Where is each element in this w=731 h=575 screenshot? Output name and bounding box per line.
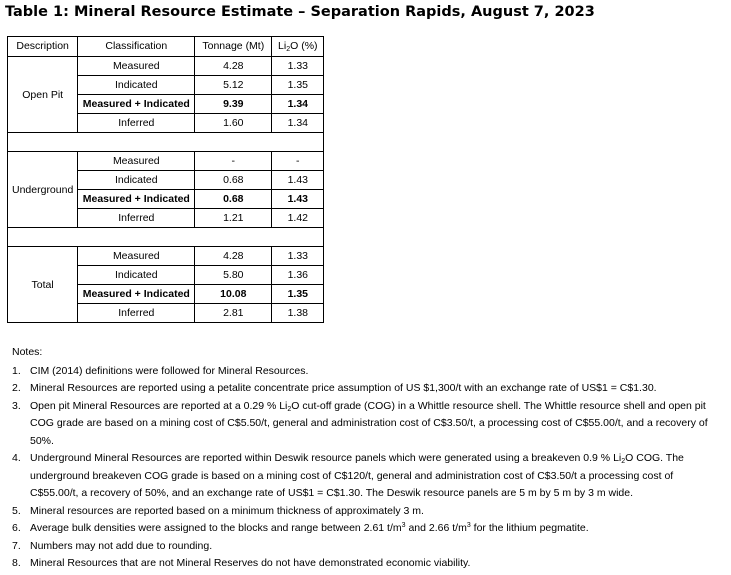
tonnage-cell: 1.60 (195, 114, 272, 133)
table-row (8, 247, 324, 266)
note-number: 7. (12, 539, 21, 552)
note-text: Mineral Resources are reported using a petalite concentrate price assumption of US $1,300/t with an exchange rate of US$1 = C$1.30. (30, 382, 657, 394)
tonnage-cell: 1.21 (195, 209, 272, 228)
tonnage-cell: 5.80 (195, 266, 272, 285)
notes-header: Notes: (12, 346, 43, 358)
grade-cell: 1.36 (272, 266, 324, 285)
group-label: Total (8, 247, 78, 323)
note-item (12, 555, 724, 573)
tonnage-cell: 0.68 (195, 190, 272, 209)
note-text: Underground Mineral Resources are reported within Deswik resource panels which were generated using a breakeven 0.9 % $Li_2O$ COG. The underground breakeven COG grade is based on a mining cost of C$120/t, general and administration cost of C$3.50/t a processing cost of C$55.00/t, a recovery of 50%, and an exchange rate of US$1 = C$1.30. The Deswik resource panels are 5 m by 5 m by 3 m wide. (30, 452, 684, 499)
tonnage-cell: 10.08 (195, 285, 272, 304)
tonnage-cell: 9.39 (195, 95, 272, 114)
grade-cell: 1.35 (272, 76, 324, 95)
spacer-cell (8, 228, 324, 247)
header-row (8, 37, 324, 57)
classification-cell: Inferred (78, 304, 195, 323)
classification-cell: Indicated (78, 76, 195, 95)
note-number: 3. (12, 399, 21, 412)
note-item (12, 363, 724, 381)
table-title: Table 1: Mineral Resource Estimate – Separation Rapids, August 7, 2023 (5, 4, 595, 20)
note-item (12, 398, 724, 451)
notes-section (12, 344, 724, 573)
header-classification: Classification (78, 37, 195, 57)
spacer-row (8, 228, 324, 247)
classification-cell: Measured (78, 57, 195, 76)
classification-cell: Inferred (78, 209, 195, 228)
table-row (8, 57, 324, 76)
note-item (12, 503, 724, 521)
spacer-row (8, 133, 324, 152)
group-label: Underground (8, 152, 78, 228)
classification-cell: Indicated (78, 171, 195, 190)
mineral-resource-table (7, 36, 324, 323)
tonnage-cell: 4.28 (195, 57, 272, 76)
spacer-cell (8, 133, 324, 152)
note-text: Numbers may not add due to rounding. (30, 539, 213, 552)
classification-cell: Measured + Indicated (78, 190, 195, 209)
tonnage-cell: 0.68 (195, 171, 272, 190)
note-number: 6. (12, 522, 21, 534)
group-label: Open Pit (8, 57, 78, 133)
tonnage-cell: 4.28 (195, 247, 272, 266)
grade-cell: 1.38 (272, 304, 324, 323)
grade-cell: - (272, 152, 324, 171)
grade-cell: 1.43 (272, 171, 324, 190)
note-number: 5. (12, 504, 21, 517)
header-description: Description (8, 37, 78, 57)
grade-cell: 1.43 (272, 190, 324, 209)
note-text: Mineral Resources that are not Mineral Reserves do not have demonstrated economic viability. (30, 557, 471, 569)
classification-cell: Inferred (78, 114, 195, 133)
note-number: 2. (12, 382, 21, 394)
header-grade: $Li_2O$ (%) (272, 37, 324, 57)
grade-cell: 1.33 (272, 57, 324, 76)
classification-cell: Measured (78, 152, 195, 171)
note-number: 1. (12, 364, 21, 377)
classification-cell: Measured + Indicated (78, 95, 195, 114)
tonnage-cell: - (195, 152, 272, 171)
grade-cell: 1.34 (272, 95, 324, 114)
note-number: 8. (12, 557, 21, 569)
note-item (12, 450, 724, 503)
classification-cell: Measured (78, 247, 195, 266)
table-row (8, 152, 324, 171)
grade-cell: 1.42 (272, 209, 324, 228)
tonnage-cell: 2.81 (195, 304, 272, 323)
note-text: CIM (2014) definitions were followed for Mineral Resources. (30, 364, 309, 377)
note-number: 4. (12, 452, 21, 464)
classification-cell: Measured + Indicated (78, 285, 195, 304)
note-item (12, 380, 724, 398)
grade-cell: 1.35 (272, 285, 324, 304)
grade-cell: 1.33 (272, 247, 324, 266)
note-item (12, 538, 724, 556)
note-text: Mineral resources are reported based on a minimum thickness of approximately 3 m. (30, 504, 424, 517)
note-text: Average bulk densities were assigned to the blocks and range between 2.61 $t/m^3$ and 2.66 $t/m^3$ for the lithium pegmatite. (30, 522, 589, 534)
note-text: Open pit Mineral Resources are reported at a 0.29 % $Li_2O$ cut-off grade (COG) in a Whittle resource shell. The Whittle resource shell and open pit COG grade are based on a mining cost of C$5.50/t, general and administration cost of C$3.50/t, a processing cost of C$55.00/t, and a recovery of 50%. (30, 399, 708, 447)
note-item (12, 520, 724, 538)
tonnage-cell: 5.12 (195, 76, 272, 95)
grade-cell: 1.34 (272, 114, 324, 133)
header-tonnage: Tonnage (Mt) (195, 37, 272, 57)
classification-cell: Indicated (78, 266, 195, 285)
